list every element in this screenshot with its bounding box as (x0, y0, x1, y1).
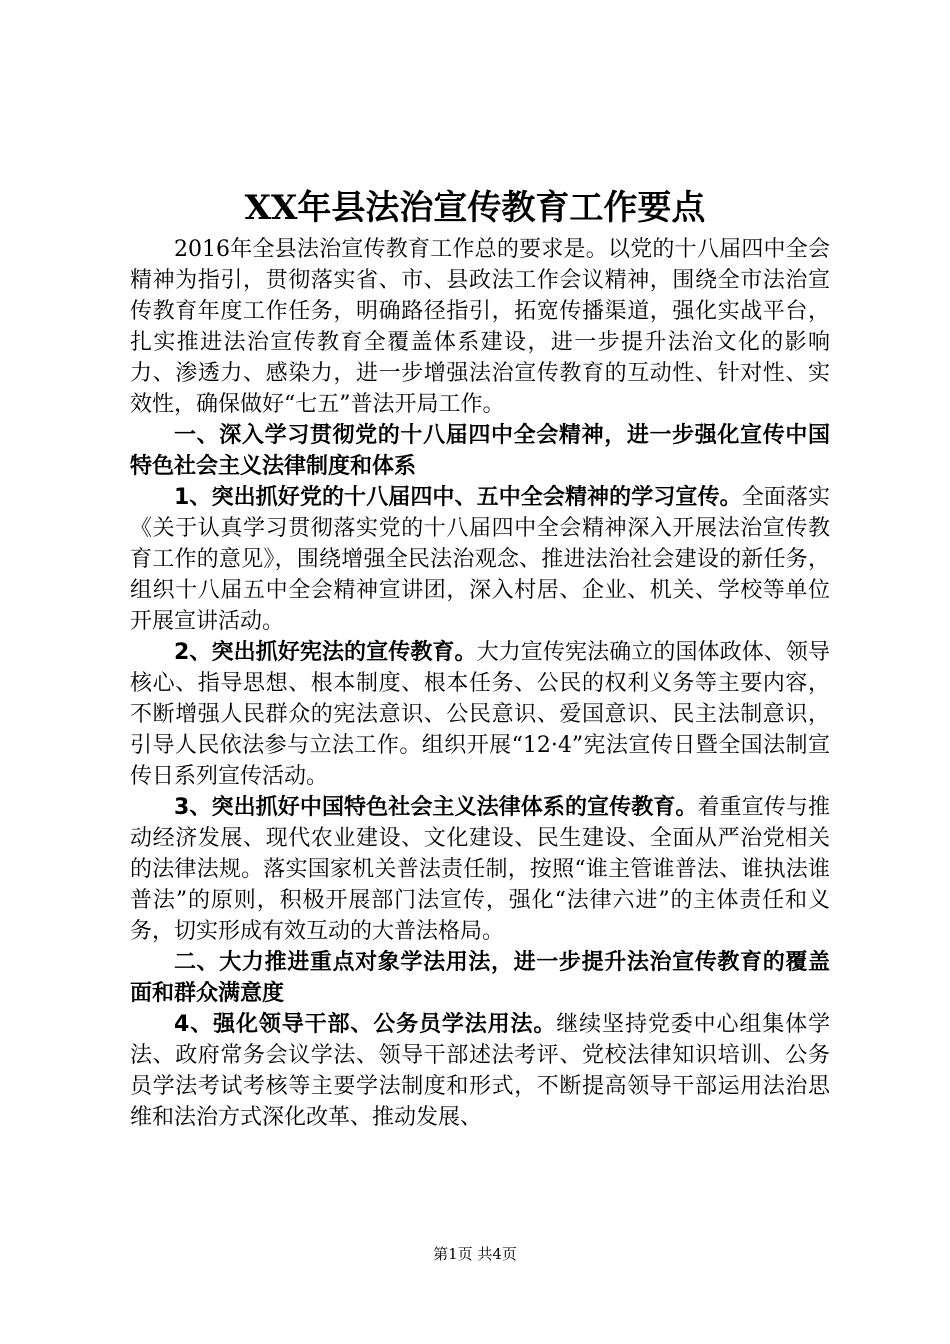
document-title: XX年县法治宣传教育工作要点 (244, 188, 706, 228)
section-heading-1: 一、深入学习贯彻党的十八届四中全会精神，进一步强化宣传中国特色社会主义法律制度和体系 (130, 423, 830, 479)
item-text-2: 大力宣传宪法确立的国体政体、领导核心、指导思想、根本制度、根本任务、公民的权利义务等主要内容，不断增强人民群众的宪法意识、公民意识、爱国意识、民主法制意识，引导人民依法参与立法工作。组织开展“12·4”宪法宣传日暨全国法制宣传日系列宣传活动。 (130, 640, 830, 789)
item-paragraph-1 (130, 482, 830, 637)
item-lead-2: 2、突出抓好宪法的宣传教育。 (174, 640, 477, 665)
intro-paragraph: 2016年全县法治宣传教育工作总的要求是。以党的十八届四中全会精神为指引，贯彻落实省、市、县政法工作会议精神，围绕全市法治宣传教育年度工作任务，明确路径指引，拓宽传播渠道，强化实战平台，扎实推进法治宣传教育全覆盖体系建设，进一步提升法治文化的影响力、渗透力、感染力，进一步增强法治宣传教育的互动性、针对性、实效性，确保做好“七五”普法开局工作。 (130, 237, 830, 417)
item-lead-3: 3、突出抓好中国特色社会主义法律体系的宣传教育。 (174, 795, 698, 820)
item-text-4: 继续坚持党委中心组集体学法、政府常务会议学法、领导干部述法考评、党校法律知识培训、公务员学法考试考核等主要学法制度和形式，不断提高领导干部运用法治思维和法治方式深化改革、推动发展、 (130, 1012, 830, 1130)
item-lead-4: 4、强化领导干部、公务员学法用法。 (174, 1012, 557, 1037)
item-paragraph-4 (130, 1009, 830, 1133)
item-paragraph-2 (130, 637, 830, 792)
document-body (130, 234, 830, 1133)
item-text-3: 着重宣传与推动经济发展、现代农业建设、文化建设、民生建设、全面从严治党相关的法律法规。落实国家机关普法责任制，按照“谁主管谁普法、谁执法谁普法”的原则，积极开展部门法宣传，强化“法律六进”的主体责任和义务，切实形成有效互动的大普法格局。 (130, 795, 830, 944)
item-paragraph-3 (130, 792, 830, 947)
page-footer: 第1页 共4页 (433, 1245, 517, 1263)
section-heading-2: 二、大力推进重点对象学法用法，进一步提升法治宣传教育的覆盖面和群众满意度 (130, 950, 830, 1006)
item-lead-1: 1、突出抓好党的十八届四中、五中全会精神的学习宣传。 (174, 485, 742, 510)
item-text-1: 全面落实《关于认真学习贯彻落实党的十八届四中全会精神深入开展法治宣传教育工作的意见》，围绕增强全民法治观念、推进法治社会建设的新任务，组织十八届五中全会精神宣讲团，深入村居、企业、机关、学校等单位开展宣讲活动。 (130, 485, 830, 634)
